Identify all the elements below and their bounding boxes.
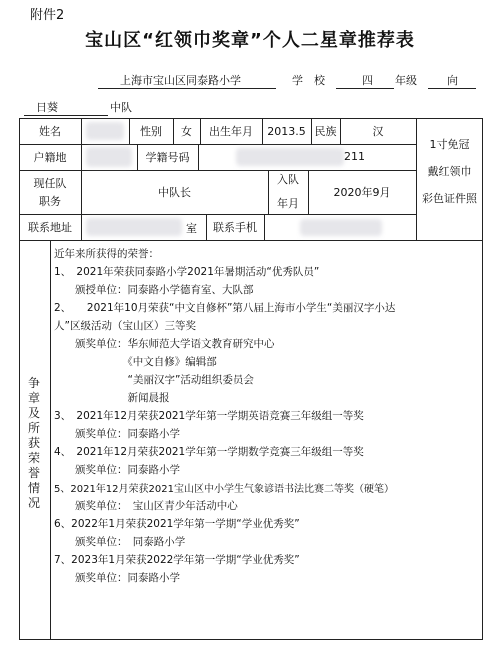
birth-label: 出生年月 [209,125,253,138]
join-label-line-1: 入队 [277,173,299,186]
position-label-line-2: 职务 [39,195,61,208]
honor-line: “美丽汉字”活动组织委员会 [54,374,254,386]
honor-line: 7、2023年1月荣获2022学年第一学期“学业优秀奖” [54,554,300,566]
address-label: 联系地址 [28,221,72,234]
col-line-9 [198,144,199,170]
squad-name-prefix: 向 [447,74,458,87]
squad-underline-1 [428,88,476,89]
hukou-label: 户籍地 [33,151,67,164]
grade-value: 四 [362,74,373,87]
honor-line: 1、 2021年荣获同泰路小学2021年暑期活动“优秀队员” [54,266,320,278]
row-line-4 [19,240,483,241]
photo-note-line-3: 彩色证件照 [422,192,477,205]
col-line-13 [264,214,265,240]
photo-note-line-1: 1寸免冠 [429,138,470,151]
join-label-line-2: 年月 [277,197,299,210]
student-no-label: 学籍号码 [145,151,190,164]
squad-underline-2 [24,115,108,116]
redacted-hukou [86,147,132,167]
school-name: 上海市宝山区同泰路小学 [120,74,241,87]
birth-value: 2013.5 [267,124,306,138]
honor-line: 2、 2021年10月荣获“中文自修杯”第八届上海市小学生“美丽汉字小达 [54,302,396,314]
honor-line: 颁奖单位： 同泰路小学 [54,536,186,548]
honor-line: 颁授单位：同泰路小学德育室、大队部 [54,284,254,296]
position-label-line-1: 现任队 [33,177,67,190]
attachment-label: 附件2 [30,8,65,23]
photo-note-line-2: 戴红领巾 [427,165,472,178]
redacted-student-no [236,148,344,166]
school-label: 学 校 [292,74,325,87]
honor-line: 颁奖单位：同泰路小学 [54,428,180,440]
honor-line: 6、2022年1月荣获2021学年第一学期“学业优秀奖” [54,518,300,530]
position-value: 中队长 [158,186,191,199]
honor-line: 颁奖单位：华东师范大学语文教育研究中心 [54,338,275,350]
col-line-honors [50,240,51,640]
address-partial: 室 [186,222,197,235]
honors-side-label: 争 章 及 所 获 荣 誉 情 况 [27,376,40,510]
redacted-name [86,122,124,140]
honor-line: 5、2021年12月荣获2021宝山区中小学生气象谚语书法比赛二等奖（硬笔） [54,484,394,495]
student-no-partial: 211 [344,150,365,163]
gender-label: 性别 [140,125,162,138]
ethnicity-value: 汉 [372,125,384,138]
honor-line: 《中文自修》编辑部 [54,356,217,368]
honor-line: 颁奖单位： 宝山区青少年活动中心 [54,500,238,512]
redacted-phone [300,219,382,236]
gender-value: 女 [181,125,192,138]
name-label: 姓名 [39,125,61,138]
join-value: 2020年9月 [333,186,391,199]
honor-line: 3、 2021年12月荣获2021学年第一学期英语竞赛三年级组一等奖 [54,410,364,422]
grade-label: 年级 [395,74,417,87]
redacted-address [86,218,182,236]
phone-label: 联系手机 [213,221,257,234]
grade-underline [336,88,394,89]
school-underline [98,88,276,89]
page-title: 宝山区“红领巾奖章”个人二星章推荐表 [85,30,415,51]
squad-name-rest: 日葵 [36,101,58,114]
honor-line: 新闻晨报 [54,392,170,404]
honor-line: 人”区级活动（宝山区）三等奖 [54,320,196,332]
honors-intro: 近年来所获得的荣誉： [54,248,159,260]
ethnicity-label: 民族 [314,125,337,138]
honor-line: 颁奖单位：同泰路小学 [54,572,180,584]
honor-line: 4、 2021年12月荣获2021学年第一学期数学竞赛三年级组一等奖 [54,446,364,458]
squad-label: 中队 [110,101,132,114]
honor-line: 颁奖单位：同泰路小学 [54,464,180,476]
